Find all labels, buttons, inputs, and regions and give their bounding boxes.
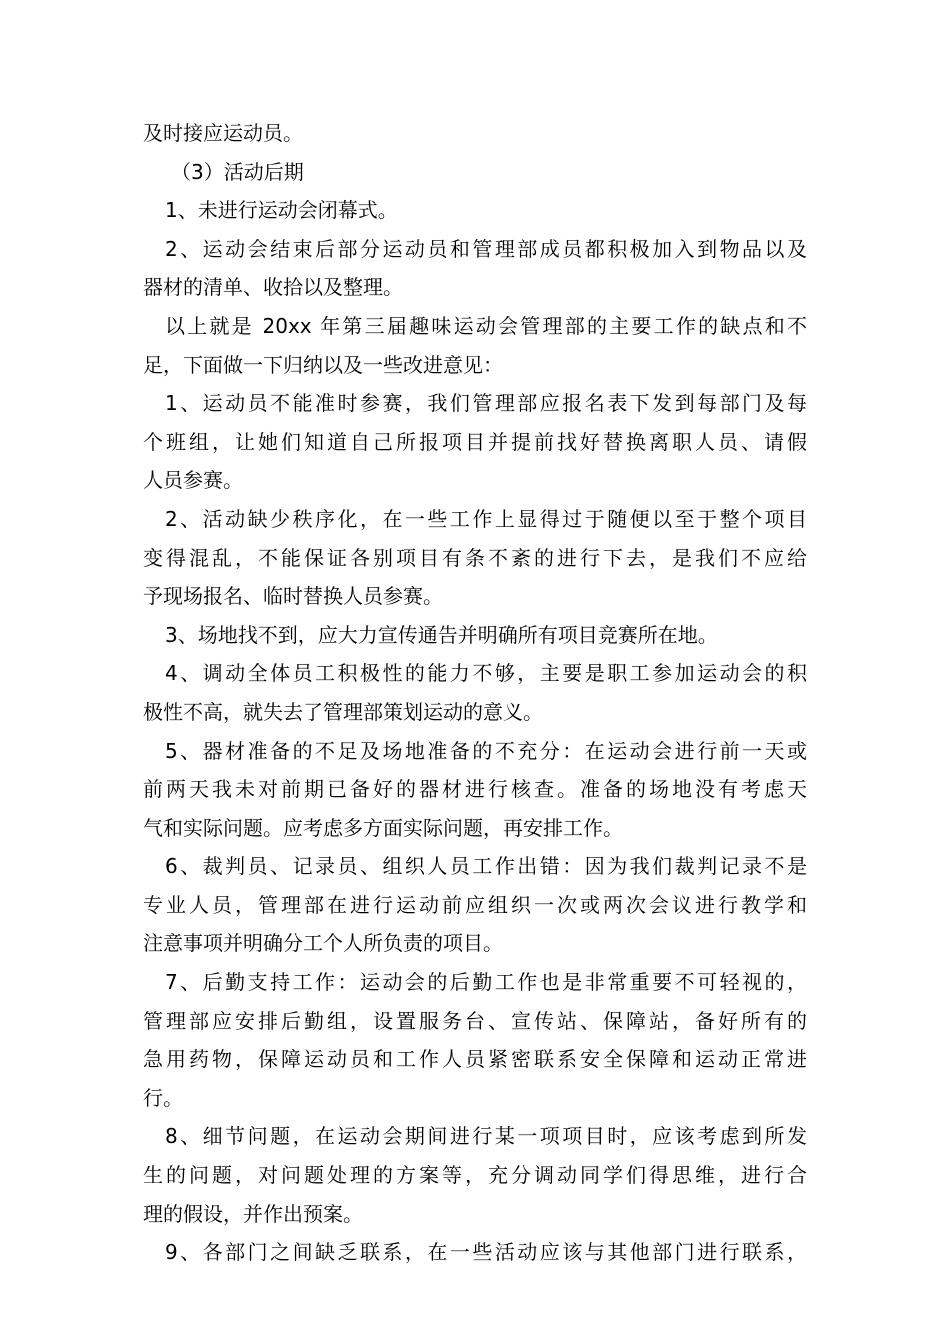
paragraph-8 [143, 616, 807, 655]
text-line: 予现场报名、临时替换人员参赛。 [143, 584, 443, 609]
text-line: 专业人员，管理部在进行运动前应组织一次或两次会议进行教学和 [143, 892, 807, 917]
text-line: 注意事项并明确分工个人所负责的项目。 [143, 931, 503, 956]
text-line: 6、裁判员、记录员、组织人员工作出错：因为我们裁判记录不是 [165, 854, 807, 879]
paragraph-10 [143, 732, 807, 848]
text-line: 1、运动员不能准时参赛，我们管理部应报名表下发到每部门及每 [165, 391, 807, 416]
text-line: 8、细节问题，在运动会期间进行某一项项目时，应该考虑到所发 [165, 1124, 807, 1149]
text-line: 5、器材准备的不足及场地准备的不充分：在运动会进行前一天或 [165, 738, 807, 763]
text-line: 生的问题，对问题处理的方案等，充分调动同学们得思维，进行合 [143, 1163, 807, 1188]
text-line: 2、活动缺少秩序化，在一些工作上显得过于随便以至于整个项目 [165, 506, 807, 531]
text-line: 9、各部门之间缺乏联系，在一些活动应该与其他部门进行联系， [165, 1240, 807, 1265]
paragraph-11 [143, 847, 807, 963]
text-line: 3、场地找不到，应大力宣传通告并明确所有项目竞赛所在地。 [165, 622, 718, 647]
paragraph-2 [143, 153, 807, 192]
document-body [143, 114, 807, 1272]
text-line: 足，下面做一下归纳以及一些改进意见： [143, 352, 503, 377]
paragraph-3 [143, 191, 807, 230]
text-line: 4、调动全体员工积极性的能力不够，主要是职工参加运动会的积 [165, 661, 807, 686]
section-heading: （3）活动后期 [171, 159, 304, 184]
paragraph-13 [143, 1117, 807, 1233]
paragraph-14 [143, 1233, 807, 1272]
text-line: 2、运动会结束后部分运动员和管理部成员都积极加入到物品以及 [165, 236, 807, 261]
paragraph-5 [143, 307, 807, 384]
text-line: 管理部应安排后勤组，设置服务台、宣传站、保障站，备好所有的 [143, 1008, 807, 1033]
text-line: 1、未进行运动会闭幕式。 [165, 198, 398, 223]
text-line: 器材的清单、收拾以及整理。 [143, 275, 403, 300]
text-line: 个班组，让她们知道自己所报项目并提前找好替换离职人员、请假 [143, 429, 807, 454]
paragraph-12 [143, 963, 807, 1117]
paragraph-7 [143, 500, 807, 616]
text-line: 理的假设，并作出预案。 [143, 1201, 363, 1226]
paragraph-1 [143, 114, 807, 153]
text-line: 及时接应运动员。 [143, 121, 303, 145]
text-line: 前两天我未对前期已备好的器材进行核查。准备的场地没有考虑天 [143, 777, 807, 802]
paragraph-6 [143, 384, 807, 500]
text-line: 以上就是 20xx 年第三届趣味运动会管理部的主要工作的缺点和不 [165, 313, 807, 338]
text-line: 7、后勤支持工作：运动会的后勤工作也是非常重要不可轻视的， [165, 970, 807, 995]
text-line: 变得混乱，不能保证各别项目有条不紊的进行下去，是我们不应给 [143, 545, 807, 570]
text-line: 气和实际问题。应考虑多方面实际问题，再安排工作。 [143, 815, 623, 840]
text-line: 行。 [143, 1085, 183, 1110]
text-line: 急用药物，保障运动员和工作人员紧密联系安全保障和运动正常进 [143, 1047, 807, 1072]
paragraph-4 [143, 230, 807, 307]
text-line: 人员参赛。 [143, 468, 243, 493]
paragraph-9 [143, 654, 807, 731]
text-line: 极性不高，就失去了管理部策划运动的意义。 [143, 699, 543, 724]
